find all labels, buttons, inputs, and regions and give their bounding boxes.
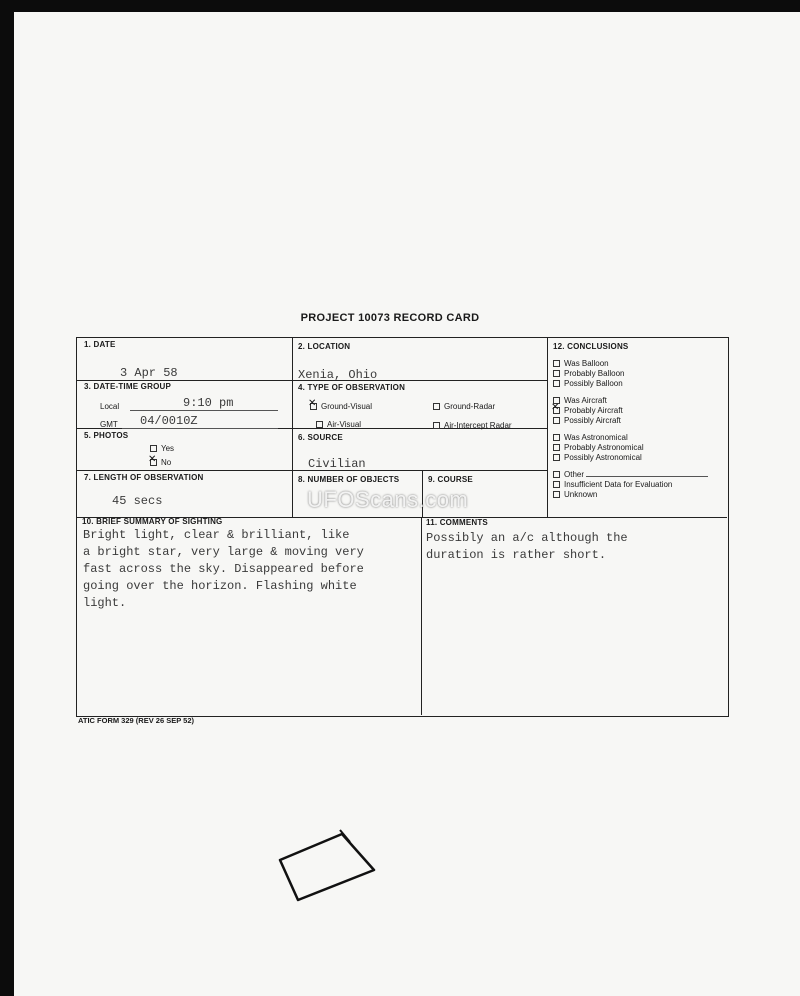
conclusion-possibly-astronomical[interactable]: Possibly Astronomical xyxy=(553,453,725,462)
course-label: 9. COURSE xyxy=(428,475,473,484)
conclusion-unknown[interactable]: Unknown xyxy=(553,490,725,499)
conclusion-probably-balloon[interactable]: Probably Balloon xyxy=(553,369,725,378)
checkbox-icon xyxy=(553,380,560,387)
local-underline xyxy=(130,410,278,411)
photos-label: 5. PHOTOS xyxy=(84,431,129,440)
location-value: Xenia, Ohio xyxy=(298,368,378,382)
conclusions-label: 12. CONCLUSIONS xyxy=(553,342,629,351)
conclusion-was-astronomical[interactable]: Was Astronomical xyxy=(553,433,725,442)
conclusion-probably-astronomical[interactable]: Probably Astronomical xyxy=(553,443,725,452)
checkbox-icon xyxy=(150,445,157,452)
conclusion-insufficient-data[interactable]: Insufficient Data for Evaluation xyxy=(553,480,725,489)
checkbox-icon xyxy=(553,454,560,461)
date-value: 3 Apr 58 xyxy=(120,366,178,380)
conclusion-was-aircraft[interactable]: Was Aircraft xyxy=(553,396,725,405)
conclusion-possibly-aircraft[interactable]: Possibly Aircraft xyxy=(553,416,725,425)
gmt-underline xyxy=(122,428,278,429)
local-label: Local xyxy=(100,402,120,411)
checkbox-checked-icon: ✕ xyxy=(308,398,317,410)
observation-type-label: 4. TYPE OF OBSERVATION xyxy=(298,383,406,392)
checkbox-icon xyxy=(316,421,323,428)
checkbox-icon xyxy=(553,444,560,451)
summary-text: Bright light, clear & brilliant, like a bright star, very large & moving very fast across the sky. Disappeared before going over the horizon. Flashing white light. xyxy=(83,528,364,610)
other-underline xyxy=(586,476,708,477)
checkbox-icon xyxy=(433,403,440,410)
option-ground-radar[interactable]: Ground-Radar xyxy=(433,402,495,411)
length-label: 7. LENGTH OF OBSERVATION xyxy=(84,473,204,482)
source-label: 6. SOURCE xyxy=(298,433,343,442)
checkbox-icon xyxy=(553,417,560,424)
photos-option-no[interactable]: ✕ No xyxy=(148,454,172,467)
date-label: 1. DATE xyxy=(84,340,116,349)
conclusions-list xyxy=(553,359,725,499)
checkbox-checked-icon: ✕ xyxy=(551,402,560,414)
divider-vertical-conclusions xyxy=(547,338,548,518)
length-value: 45 secs xyxy=(112,494,163,508)
comments-label: 11. COMMENTS xyxy=(426,518,488,527)
gmt-label: GMT xyxy=(100,420,118,429)
checkbox-checked-icon: ✕ xyxy=(148,454,157,466)
location-label: 2. LOCATION xyxy=(298,342,351,351)
checkbox-icon xyxy=(553,481,560,488)
conclusion-other[interactable]: Other xyxy=(553,470,725,479)
conclusion-probably-aircraft[interactable]: ✕ Probably Aircraft xyxy=(551,402,623,415)
photos-option-yes[interactable]: Yes xyxy=(150,444,174,453)
option-air-visual[interactable]: Air-Visual xyxy=(316,420,361,429)
option-ground-visual[interactable]: ✕ Ground-Visual xyxy=(308,398,372,411)
checkbox-icon xyxy=(553,471,560,478)
form-id: ATIC FORM 329 (REV 26 SEP 52) xyxy=(78,716,195,725)
comments-text: Possibly an a/c although the duration is rather short. xyxy=(426,531,628,562)
conclusion-possibly-balloon[interactable]: Possibly Balloon xyxy=(553,379,725,388)
conclusion-was-balloon[interactable]: Was Balloon xyxy=(553,359,725,368)
gmt-value: 04/0010Z xyxy=(140,414,198,428)
hand-drawn-sketch xyxy=(270,820,390,910)
checkbox-icon xyxy=(433,422,440,429)
checkbox-icon xyxy=(553,360,560,367)
checkbox-icon xyxy=(553,434,560,441)
card-title: PROJECT 10073 RECORD CARD xyxy=(300,312,480,324)
num-objects-label: 8. NUMBER OF OBJECTS xyxy=(298,475,400,484)
option-air-intercept-radar[interactable]: Air-Intercept Radar xyxy=(433,421,512,430)
dtg-label: 3. DATE-TIME GROUP xyxy=(84,382,172,391)
watermark: UFOScans.com xyxy=(307,487,469,512)
checkbox-icon xyxy=(553,370,560,377)
local-value: 9:10 pm xyxy=(183,396,234,410)
summary-label: 10. BRIEF SUMMARY OF SIGHTING xyxy=(82,517,223,526)
checkbox-icon xyxy=(553,491,560,498)
source-value: Civilian xyxy=(308,457,366,471)
